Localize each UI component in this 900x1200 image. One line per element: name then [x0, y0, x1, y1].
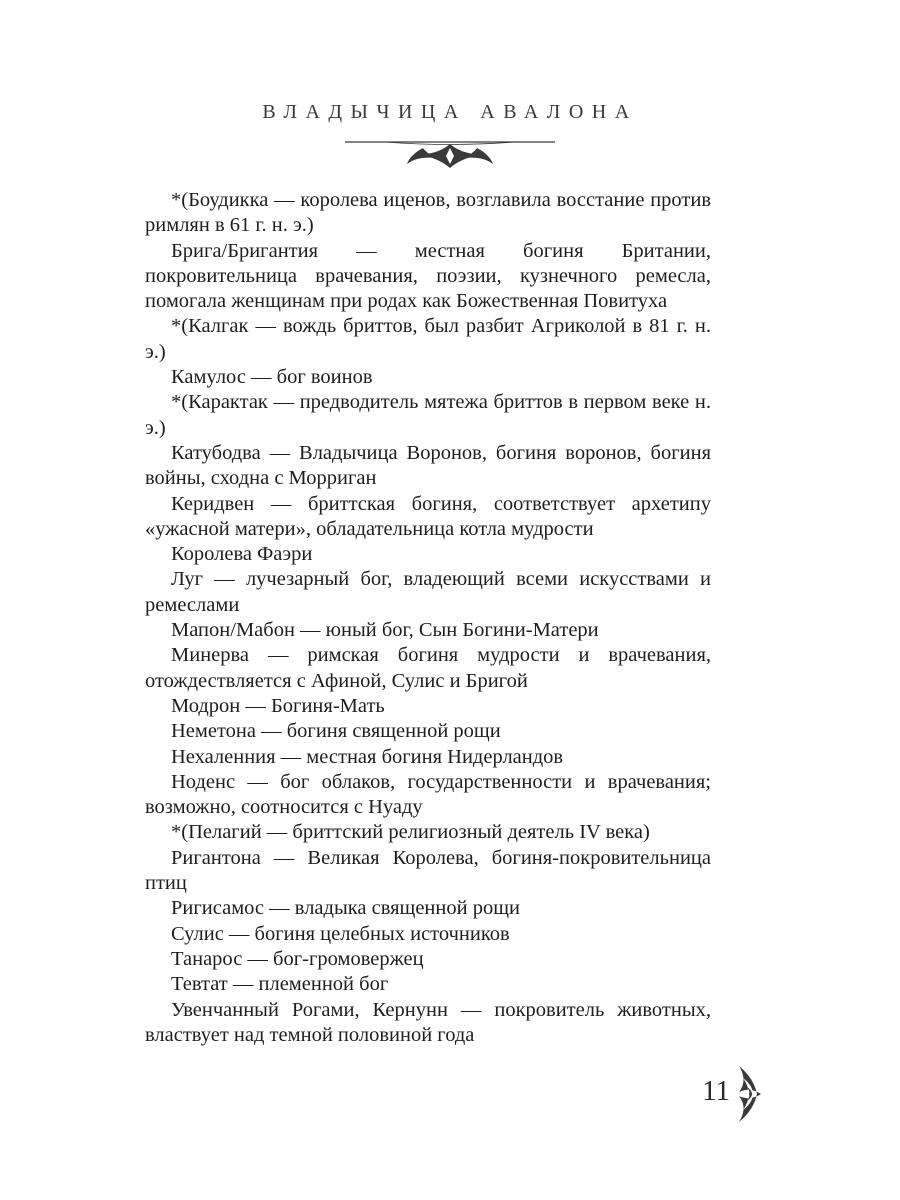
- glossary-entry: Неметона — богиня священной рощи: [171, 720, 501, 743]
- glossary-entry: Модрон — Богиня-Мать: [171, 694, 385, 717]
- page-number: 11: [702, 1075, 730, 1107]
- folio-ornament-icon: [735, 1064, 763, 1124]
- glossary-entry: *(Пелагий — бриттский религиозный деятель IV века): [171, 821, 650, 844]
- glossary-entry: *(Карактак — предводитель мятежа бриттов в первом веке н. э.): [145, 391, 711, 439]
- glossary-entry: Ригантона — Великая Королева, богиня-покровительница птиц: [145, 846, 711, 895]
- glossary-entry: Луг — лучезарный бог, владеющий всеми искусствами и ремеслами: [145, 568, 711, 616]
- glossary-entry: Ригисамос — владыка священной рощи: [171, 897, 520, 920]
- glossary-entry: Камулос — бог воинов: [171, 366, 373, 389]
- glossary-entry: Тевтат — племенной бог: [171, 973, 389, 996]
- glossary-list: [145, 188, 711, 1048]
- glossary-entry: Катубодва — Владычица Воронов, богиня воронов, богиня войны, сходна с Морриган: [145, 441, 711, 490]
- glossary-entry: Увенчанный Рогами, Кернунн — покровитель животных, властвует над темной половиной года: [145, 998, 711, 1046]
- running-title: ВЛАДЫЧИЦА АВАЛОНА: [262, 101, 638, 123]
- glossary-entry: *(Калгак — вождь бриттов, был разбит Агриколой в 81 г. н. э.): [145, 315, 711, 363]
- glossary-entry: Танарос — бог-громовержец: [171, 947, 424, 970]
- glossary-entry: Брига/Бригантия — местная богиня Британии, покровительница врачевания, поэзии, кузнечного ремесла, помогала женщинам при родах как Божественная Повитуха: [145, 239, 711, 313]
- glossary-entry: Керидвен — бриттская богиня, соответствует архетипу «ужасной матери», обладательница котла мудрости: [145, 492, 711, 540]
- header-ornament-icon: [345, 138, 555, 172]
- glossary-entry: Ноденс — бог облаков, государственности и врачевания; возможно, соотносится с Нуаду: [145, 770, 711, 819]
- glossary-entry: Минерва — римская богиня мудрости и врачевания, отождествляется с Афиной, Сулис и Бригой: [145, 644, 711, 692]
- glossary-entry: Мапон/Мабон — юный бог, Сын Богини-Матери: [171, 619, 599, 642]
- glossary-entry: Нехаленния — местная богиня Нидерландов: [171, 745, 564, 768]
- glossary-entry: Королева Фаэри: [171, 543, 313, 566]
- glossary-entry: Сулис — богиня целебных источников: [171, 922, 510, 945]
- glossary-entry: *(Боудикка — королева иценов, возглавила восстание против римлян в 61 г. н. э.): [145, 189, 711, 237]
